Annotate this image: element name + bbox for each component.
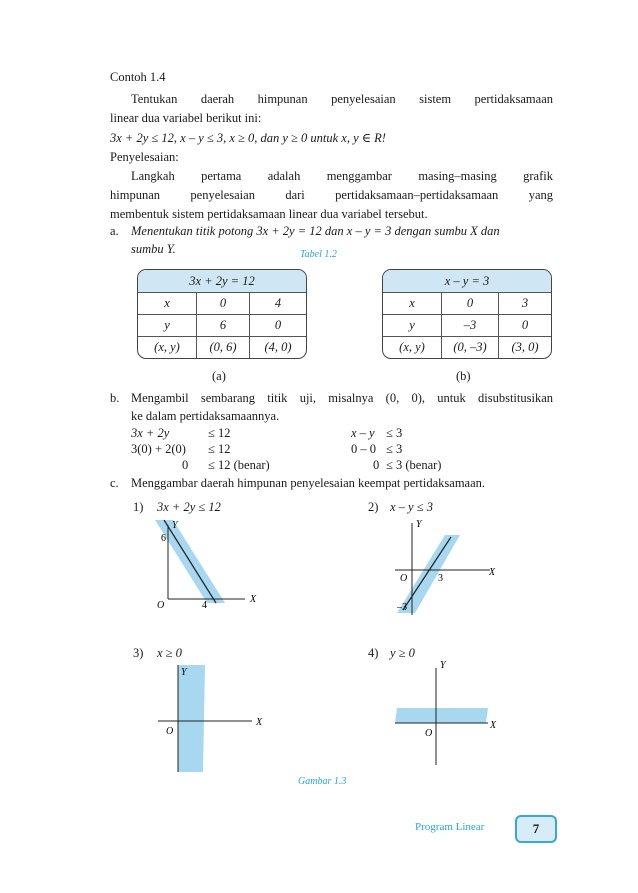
- graph-4-label: y ≥ 0: [390, 646, 415, 660]
- solution-paragraph-line-1: Langkah pertama adalah menggambar masing–masing grafik: [131, 169, 553, 183]
- step-b-line-2: ke dalam pertidaksamaannya.: [131, 409, 280, 423]
- table-row: [383, 337, 551, 358]
- graph-3-plot: [150, 660, 270, 775]
- solution-region-band: [178, 665, 205, 772]
- origin-label: O: [400, 573, 408, 584]
- test-right-expr-2: 0 – 0: [351, 442, 376, 456]
- table-row: [138, 337, 306, 358]
- table-cell: (x, y): [138, 337, 197, 358]
- test-left-expr-1: 3x + 2y: [131, 426, 170, 440]
- test-left-rel-1: ≤ 12: [208, 426, 231, 440]
- graph-4-number: 4): [368, 646, 379, 660]
- table-cell: 0: [442, 293, 499, 315]
- table-b-label: (b): [456, 369, 471, 383]
- graph-2-label: x – y ≤ 3: [390, 500, 433, 514]
- table-a-header: 3x + 2y = 12: [138, 270, 306, 293]
- step-b-marker: b.: [110, 391, 120, 405]
- boundary-line: [403, 537, 451, 610]
- footer-chapter: Program Linear: [415, 821, 485, 833]
- intercept-table-b: [382, 269, 552, 359]
- step-a-marker: a.: [110, 224, 119, 238]
- graph-1-number: 1): [133, 500, 144, 514]
- y-intercept-label: –3: [397, 602, 407, 613]
- step-b-line-1: Mengambil sembarang titik uji, misalnya (0, 0), untuk disubstitusikan: [131, 391, 553, 405]
- table-cell: 0: [197, 293, 250, 315]
- table-row: [383, 293, 551, 315]
- table-cell: –3: [442, 315, 499, 337]
- page-number: 7: [515, 815, 557, 843]
- table-row: [138, 293, 306, 315]
- inequality-system: 3x + 2y ≤ 12, x – y ≤ 3, x ≥ 0, dan y ≥ 0 untuk x, y ∈ R!: [110, 131, 386, 145]
- solution-label: Penyelesaian:: [110, 150, 179, 164]
- table-cell: (x, y): [383, 337, 442, 358]
- table-cell: 0: [250, 315, 306, 337]
- example-question-line-1: Tentukan daerah himpunan penyelesaian sistem pertidaksamaan: [131, 92, 553, 106]
- graph-2-number: 2): [368, 500, 379, 514]
- test-right-rel-2: ≤ 3: [386, 442, 403, 456]
- x-axis-label: X: [250, 594, 257, 605]
- table-cell: 4: [250, 293, 306, 315]
- origin-label: O: [166, 726, 174, 737]
- table-cell: (0, 6): [197, 337, 250, 358]
- figure-caption: Gambar 1.3: [298, 776, 347, 787]
- table-cell: x: [138, 293, 197, 315]
- table-a-label: (a): [212, 369, 226, 383]
- example-question-line-2: linear dua variabel berikut ini:: [110, 111, 262, 125]
- table-row: [138, 315, 306, 337]
- table-cell: (0, –3): [442, 337, 499, 358]
- x-intercept-label: 3: [438, 573, 443, 584]
- test-left-rel-2: ≤ 12: [208, 442, 231, 456]
- test-left-expr-2: 3(0) + 2(0): [131, 442, 186, 456]
- y-axis-label: Y: [181, 667, 187, 678]
- step-a-line-2: sumbu Y.: [131, 242, 176, 256]
- intercept-table-a: [137, 269, 307, 359]
- origin-label: O: [425, 728, 433, 739]
- graph-1-plot: [140, 515, 280, 615]
- table-cell: (4, 0): [264, 340, 292, 354]
- solution-paragraph-line-3: membentuk sistem pertidaksamaan linear dua variabel tersebut.: [110, 207, 428, 221]
- step-c-marker: c.: [110, 476, 119, 490]
- table-cell: (3, 0): [511, 340, 539, 354]
- step-c-text: Menggambar daerah himpunan penyelesaian keempat pertidaksamaan.: [131, 476, 486, 490]
- x-axis-label: X: [490, 720, 497, 731]
- test-left-expr-3: 0: [182, 458, 189, 472]
- test-left-rel-3: ≤ 12 (benar): [208, 458, 270, 472]
- y-intercept-label: 6: [161, 533, 166, 544]
- x-intercept-label: 4: [202, 600, 207, 611]
- test-right-rel-3: ≤ 3 (benar): [386, 458, 442, 472]
- table-b-header: x – y = 3: [383, 270, 551, 293]
- graph-3-label: x ≥ 0: [157, 646, 182, 660]
- solution-region-band: [395, 708, 488, 723]
- graph-1-label: 3x + 2y ≤ 12: [157, 500, 221, 514]
- step-a-line-1: Menentukan titik potong 3x + 2y = 12 dan x – y = 3 dengan sumbu X dan: [131, 224, 500, 238]
- test-right-expr-1: x – y: [351, 426, 375, 440]
- table-cell: y: [138, 315, 197, 337]
- example-title: Contoh 1.4: [110, 70, 166, 84]
- y-axis-label: Y: [416, 519, 422, 530]
- graph-3-number: 3): [133, 646, 144, 660]
- table-cell: x: [383, 293, 442, 315]
- test-right-expr-3: 0: [373, 458, 380, 472]
- x-axis-label: X: [256, 717, 263, 728]
- graph-4-plot: [385, 660, 510, 770]
- table-cell: 6: [197, 315, 250, 337]
- y-axis-label: Y: [172, 520, 178, 531]
- test-right-rel-1: ≤ 3: [386, 426, 403, 440]
- table-caption: Tabel 1.2: [300, 249, 337, 260]
- boundary-line: [164, 520, 216, 603]
- table-row: [383, 315, 551, 337]
- origin-label: O: [157, 600, 165, 611]
- solution-paragraph-line-2: himpunan penyelesaian dari pertidaksamaan–pertidaksamaan yang: [110, 188, 553, 202]
- x-axis-label: X: [489, 567, 496, 578]
- y-axis-label: Y: [440, 660, 446, 671]
- table-cell: y: [383, 315, 442, 337]
- graph-2-plot: [385, 515, 515, 620]
- table-cell: 3: [499, 293, 551, 315]
- table-cell: 0: [499, 315, 551, 337]
